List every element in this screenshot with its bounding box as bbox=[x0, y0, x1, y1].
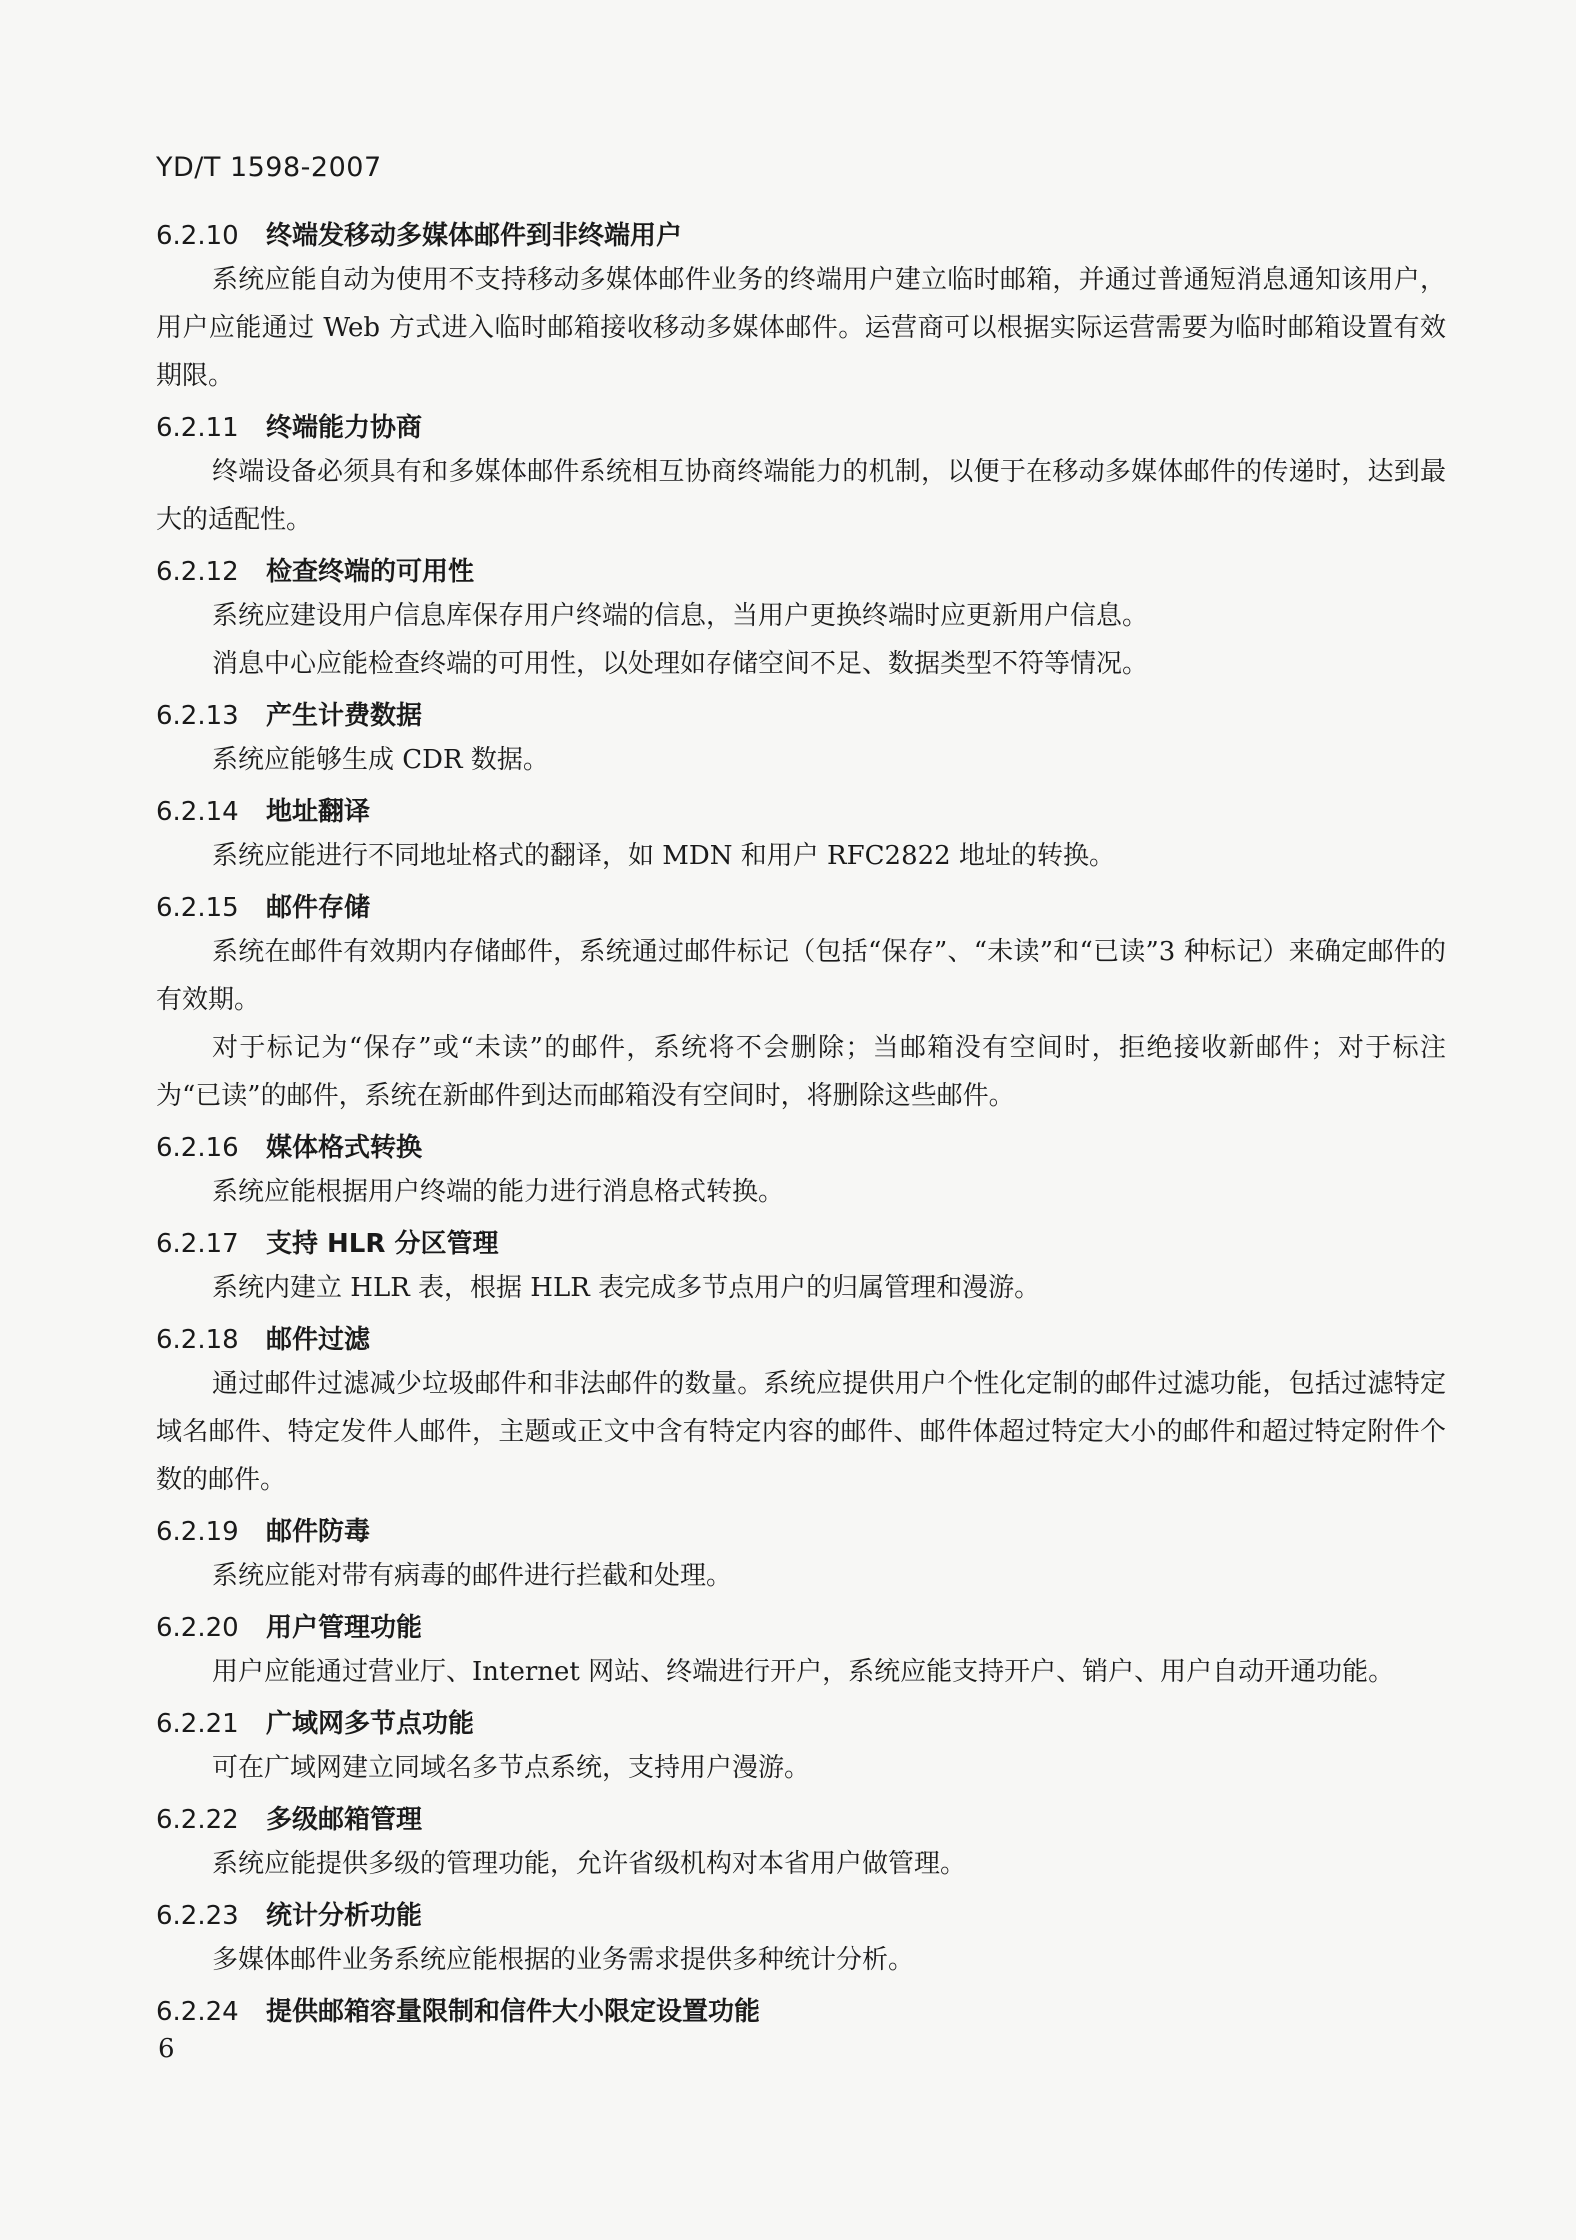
section-heading bbox=[156, 696, 1446, 736]
section bbox=[156, 552, 1446, 688]
section-paragraph: 消息中心应能检查终端的可用性，以处理如存储空间不足、数据类型不符等情况。 bbox=[212, 649, 1149, 679]
document-code: YD/T 1598-2007 bbox=[156, 152, 382, 183]
section-paragraph: 系统应能根据用户终端的能力进行消息格式转换。 bbox=[212, 1177, 785, 1207]
section-number: 6.2.12 bbox=[156, 557, 239, 587]
section-number: 6.2.13 bbox=[156, 701, 239, 731]
section-heading bbox=[156, 1896, 1446, 1936]
section bbox=[156, 1224, 1446, 1312]
section bbox=[156, 216, 1446, 400]
section-title: 提供邮箱容量限制和信件大小限定设置功能 bbox=[266, 1997, 761, 2027]
section-number: 6.2.10 bbox=[156, 221, 239, 251]
section-title: 终端能力协商 bbox=[266, 413, 423, 443]
section-heading bbox=[156, 888, 1446, 928]
section-heading bbox=[156, 552, 1446, 592]
section bbox=[156, 1704, 1446, 1792]
section bbox=[156, 1992, 1446, 2032]
section-paragraph: 终端设备必须具有和多媒体邮件系统相互协商终端能力的机制，以便于在移动多媒体邮件的传递时，达到最大的适配性。 bbox=[156, 457, 1446, 535]
section-number: 6.2.19 bbox=[156, 1517, 239, 1547]
section-paragraph: 用户应能通过营业厅、Internet 网站、终端进行开户，系统应能支持开户、销户、用户自动开通功能。 bbox=[212, 1657, 1395, 1687]
section-title: 邮件过滤 bbox=[266, 1325, 371, 1355]
section-title: 地址翻译 bbox=[266, 797, 371, 827]
section-number: 6.2.15 bbox=[156, 893, 239, 923]
section-number: 6.2.22 bbox=[156, 1805, 239, 1835]
section-title: 检查终端的可用性 bbox=[266, 557, 475, 587]
section bbox=[156, 696, 1446, 784]
section-paragraph: 对于标记为“保存”或“未读”的邮件，系统将不会删除；当邮箱没有空间时，拒绝接收新邮件；对于标注为“已读”的邮件，系统在新邮件到达而邮箱没有空间时，将删除这些邮件。 bbox=[156, 1033, 1446, 1111]
section-paragraph: 系统应能进行不同地址格式的翻译，如 MDN 和用户 RFC2822 地址的转换。 bbox=[212, 841, 1115, 871]
section-paragraph: 系统内建立 HLR 表，根据 HLR 表完成多节点用户的归属管理和漫游。 bbox=[212, 1273, 1041, 1303]
section-paragraph: 多媒体邮件业务系统应能根据的业务需求提供多种统计分析。 bbox=[212, 1945, 915, 1975]
page-number: 6 bbox=[158, 2034, 175, 2064]
section-paragraph: 系统在邮件有效期内存储邮件，系统通过邮件标记（包括“保存”、“未读”和“已读”3 种标记）来确定邮件的有效期。 bbox=[156, 937, 1446, 1015]
section bbox=[156, 1896, 1446, 1984]
section-heading bbox=[156, 792, 1446, 832]
section bbox=[156, 1128, 1446, 1216]
section-number: 6.2.17 bbox=[156, 1229, 239, 1259]
section bbox=[156, 1320, 1446, 1504]
document-body bbox=[156, 208, 1446, 2032]
section-title: 邮件防毒 bbox=[266, 1517, 371, 1547]
section-paragraph: 系统应能对带有病毒的邮件进行拦截和处理。 bbox=[212, 1561, 733, 1591]
section-heading bbox=[156, 1800, 1446, 1840]
section-number: 6.2.18 bbox=[156, 1325, 239, 1355]
section-title: 统计分析功能 bbox=[266, 1901, 423, 1931]
section-title: 支持 HLR 分区管理 bbox=[266, 1229, 499, 1259]
section-title: 产生计费数据 bbox=[266, 701, 423, 731]
section-heading bbox=[156, 1512, 1446, 1552]
section-number: 6.2.21 bbox=[156, 1709, 239, 1739]
section-heading bbox=[156, 1224, 1446, 1264]
section-number: 6.2.16 bbox=[156, 1133, 239, 1163]
section-paragraph: 通过邮件过滤减少垃圾邮件和非法邮件的数量。系统应提供用户个性化定制的邮件过滤功能，包括过滤特定域名邮件、特定发件人邮件，主题或正文中含有特定内容的邮件、邮件体超过特定大小的邮件和超过特定附件个数的邮件。 bbox=[156, 1369, 1446, 1495]
section-number: 6.2.20 bbox=[156, 1613, 239, 1643]
section-title: 广域网多节点功能 bbox=[266, 1709, 475, 1739]
section bbox=[156, 408, 1446, 544]
section-paragraph: 系统应建设用户信息库保存用户终端的信息，当用户更换终端时应更新用户信息。 bbox=[212, 601, 1149, 631]
section-title: 多级邮箱管理 bbox=[266, 1805, 423, 1835]
section-heading bbox=[156, 1320, 1446, 1360]
section bbox=[156, 792, 1446, 880]
section-heading bbox=[156, 1608, 1446, 1648]
section bbox=[156, 1800, 1446, 1888]
section bbox=[156, 1608, 1446, 1696]
section bbox=[156, 888, 1446, 1120]
section bbox=[156, 1512, 1446, 1600]
section-heading bbox=[156, 1704, 1446, 1744]
section-paragraph: 系统应能自动为使用不支持移动多媒体邮件业务的终端用户建立临时邮箱，并通过普通短消息通知该用户，用户应能通过 Web 方式进入临时邮箱接收移动多媒体邮件。运营商可以根据实际运营需要为临时邮箱设置有效期限。 bbox=[156, 265, 1446, 391]
section-title: 用户管理功能 bbox=[266, 1613, 423, 1643]
section-number: 6.2.24 bbox=[156, 1997, 239, 2027]
section-number: 6.2.11 bbox=[156, 413, 239, 443]
section-title: 终端发移动多媒体邮件到非终端用户 bbox=[266, 221, 683, 251]
section-heading bbox=[156, 216, 1446, 256]
section-heading bbox=[156, 1128, 1446, 1168]
section-paragraph: 系统应能够生成 CDR 数据。 bbox=[212, 745, 549, 775]
section-number: 6.2.23 bbox=[156, 1901, 239, 1931]
section-paragraph: 可在广域网建立同域名多节点系统，支持用户漫游。 bbox=[212, 1753, 811, 1783]
section-title: 媒体格式转换 bbox=[266, 1133, 423, 1163]
section-heading bbox=[156, 1992, 1446, 2032]
section-paragraph: 系统应能提供多级的管理功能，允许省级机构对本省用户做管理。 bbox=[212, 1849, 967, 1879]
section-title: 邮件存储 bbox=[266, 893, 371, 923]
section-heading bbox=[156, 408, 1446, 448]
section-number: 6.2.14 bbox=[156, 797, 239, 827]
